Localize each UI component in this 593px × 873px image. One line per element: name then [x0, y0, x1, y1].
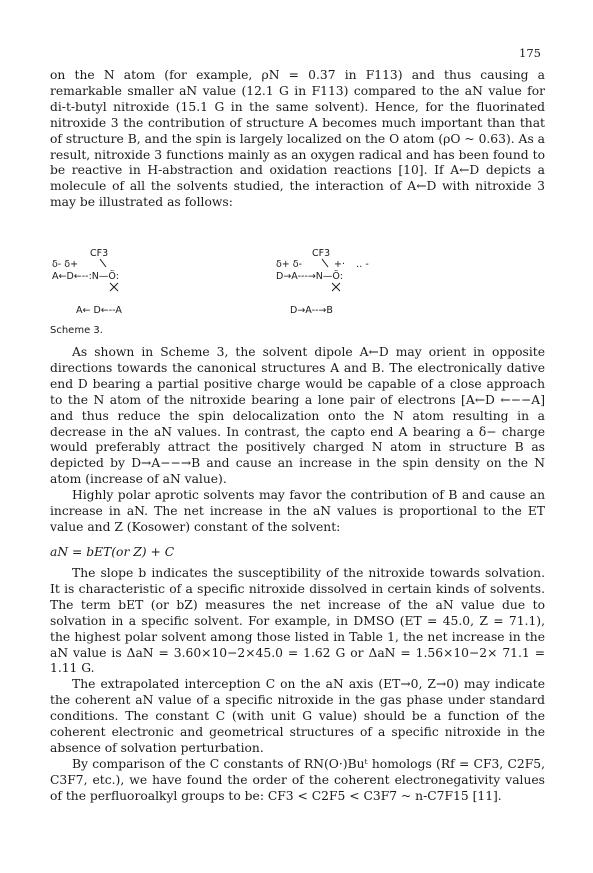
- chain-right: D→A---→N—Ö:: [276, 271, 343, 282]
- structure-a-label: A← D←--A: [76, 305, 122, 316]
- paragraph: As shown in Scheme 3, the solvent dipole A←D may orient in opposite directions towards the canonical structures A and B. The electronically dative end D bearing a partial positive charge would be capable of a close approach to the N atom of the nitroxide bearing a lone pair of electrons [A←D ←−−A] and thus reduce the spin delocalization onto the N atom resulting in a decrease in the aN values. In contrast, the capto end A bearing a δ− charge would preferably attract the positively charged N atom in structure B as depicted by D→A−−→B and cause an increase in the spin density on the N atom (increase of aN value).: [50, 345, 545, 487]
- bond-line: [100, 259, 106, 267]
- radical-plus: +·: [334, 259, 345, 270]
- cf3-label-left: CF3: [90, 248, 109, 259]
- paragraph: Highly polar aprotic solvents may favor the contribution of B and cause an increase in aN. The net increase in the aN values is proportional to the ET value and Z (Kosower) constant of the solvent:: [50, 488, 545, 534]
- scheme-caption: Scheme 3.: [50, 325, 103, 336]
- paragraph: on the N atom (for example, ρN = 0.37 in F113) and thus causing a remarkable smaller aN value (12.1 G in F113) compared to the aN value for di-t-butyl nitroxide (15.1 G in the same solvent). Hence, for the fluorinated nitroxide 3 the contribution of structure A becomes much important than that of structure B, and the spin is largely localized on the O atom (ρO ~ 0.63). As a result, nitroxide 3 functions mainly as an oxygen radical and has been found to be reactive in H-abstraction and oxidation reactions [10]. If A←D depicts a molecule of all the solvents studied, the interaction of A←D with nitroxide 3 may be illustrated as follows:: [50, 68, 545, 210]
- charges-left: δ- δ+: [52, 259, 79, 270]
- structure-b-label: D→A--→B: [290, 305, 333, 316]
- scheme-3-drawing: [50, 243, 545, 328]
- paragraph: The extrapolated interception C on the aN axis (ET→0, Z→0) may indicate the coherent aN value of a specific nitroxide in the gas phase under standard conditions. The constant C (with unit G value) should be a function of the coherent electronic and geometrical structures of a specific nitroxide in the absence of solvation perturbation.: [50, 677, 545, 755]
- charges-right: δ+ δ-: [276, 259, 303, 270]
- lone-pair-minus: ‥ -: [356, 259, 369, 270]
- scheme-3-figure: [50, 243, 545, 328]
- paragraph: The slope b indicates the susceptibility of the nitroxide towards solvation. It is characteristic of a specific nitroxide dissolved in certain kinds of solvents. The term bET (or bZ) measures the net increase of the aN value due to solvation in a specific solvent. For example, in DMSO (ET = 45.0, Z = 71.1), the highest polar solvent among those listed in Table 1, the net increase in the aN value is ΔaN = 3.60×10−2×45.0 = 1.62 G or ΔaN = 1.56×10−2× 71.1 = 1.11 G.: [50, 566, 545, 676]
- paragraph: By comparison of the C constants of RN(O·)Buᵗ homologs (Rf = CF3, C2F5, C3F7, etc.), we have found the order of the coherent electronegativity values of the perfluoroalkyl groups to be: CF3 < C2F5 < C3F7 ~ n-C7F15 [11].: [50, 756, 545, 803]
- chain-left: A←D←--:N—Ö:: [52, 271, 119, 282]
- page-number: 175: [519, 46, 541, 60]
- paragraph-intro-block: [50, 68, 545, 211]
- bond-line: [322, 259, 328, 267]
- paragraph-bottom-block: [50, 566, 545, 805]
- paragraph-middle-block: [50, 345, 545, 536]
- cf3-label-right: CF3: [312, 248, 331, 259]
- equation: aN = bET(or Z) + C: [50, 545, 175, 559]
